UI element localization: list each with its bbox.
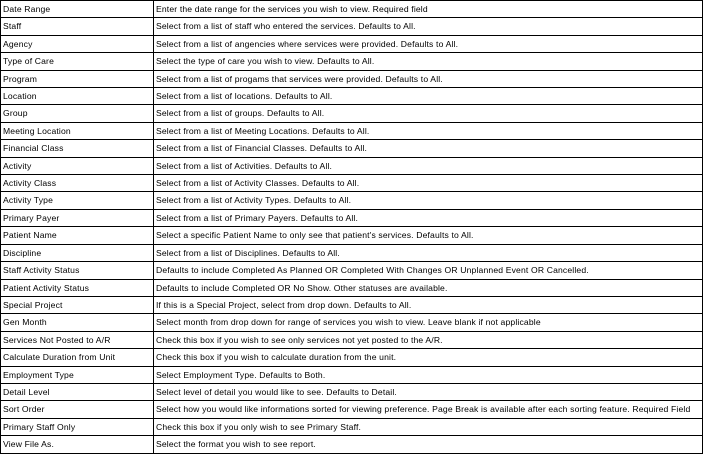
field-description-cell: Select from a list of locations. Defaults to All. [154,88,703,105]
field-name-cell: Date Range [1,1,154,18]
field-description-cell: Select the format you wish to see report. [154,436,703,453]
table-row [1,279,703,296]
field-name-cell: Activity Class [1,175,154,192]
table-row [1,70,703,87]
field-description-cell: Check this box if you wish to see only services not yet posted to the A/R. [154,331,703,348]
field-name-cell: Discipline [1,244,154,261]
field-name-cell: Gen Month [1,314,154,331]
field-description-cell: Select the type of care you wish to view. Defaults to All. [154,53,703,70]
field-name-cell: Meeting Location [1,122,154,139]
table-row [1,401,703,418]
field-description-cell: Select from a list of Meeting Locations. Defaults to All. [154,122,703,139]
table-row [1,314,703,331]
field-name-cell: Employment Type [1,366,154,383]
field-name-cell: Agency [1,35,154,52]
field-name-cell: Patient Name [1,227,154,244]
table-row [1,18,703,35]
table-row [1,122,703,139]
field-name-cell: Staff Activity Status [1,262,154,279]
field-description-cell: Select from a list of Activities. Defaults to All. [154,157,703,174]
field-description-cell: Select from a list of staff who entered the services. Defaults to All. [154,18,703,35]
field-name-cell: Staff [1,18,154,35]
table-row [1,296,703,313]
field-name-cell: Sort Order [1,401,154,418]
field-name-cell: Activity [1,157,154,174]
field-name-cell: Primary Staff Only [1,418,154,435]
table-row [1,366,703,383]
field-description-cell: Select from a list of Activity Types. Defaults to All. [154,192,703,209]
field-description-cell: Check this box if you only wish to see Primary Staff. [154,418,703,435]
field-description-cell: Select from a list of Disciplines. Defaults to All. [154,244,703,261]
table-row [1,53,703,70]
field-description-cell: Select month from drop down for range of services you wish to view. Leave blank if not applicable [154,314,703,331]
table-row [1,35,703,52]
table-row [1,436,703,453]
field-description-cell: Select from a list of Financial Classes. Defaults to All. [154,140,703,157]
table-row [1,383,703,400]
field-name-cell: Detail Level [1,383,154,400]
table-row [1,418,703,435]
table-row [1,209,703,226]
table-row [1,88,703,105]
field-name-cell: Program [1,70,154,87]
table-row [1,192,703,209]
field-name-cell: Services Not Posted to A/R [1,331,154,348]
field-name-cell: Patient Activity Status [1,279,154,296]
field-name-cell: Financial Class [1,140,154,157]
field-name-cell: Special Project [1,296,154,313]
field-description-cell: Select Employment Type. Defaults to Both. [154,366,703,383]
table-row [1,227,703,244]
field-name-cell: Location [1,88,154,105]
field-description-cell: Select a specific Patient Name to only see that patient's services. Defaults to All. [154,227,703,244]
field-description-cell: Select from a list of Primary Payers. Defaults to All. [154,209,703,226]
field-description-cell: Select from a list of Activity Classes. Defaults to All. [154,175,703,192]
table-row [1,105,703,122]
field-description-cell: Select from a list of angencies where services were provided. Defaults to All. [154,35,703,52]
field-description-cell: Select from a list of progams that services were provided. Defaults to All. [154,70,703,87]
table-row [1,349,703,366]
table-row [1,140,703,157]
field-description-cell: Enter the date range for the services you wish to view. Required field [154,1,703,18]
field-name-cell: Primary Payer [1,209,154,226]
table-row [1,157,703,174]
table-row [1,331,703,348]
field-description-cell: Select level of detail you would like to see. Defaults to Detail. [154,383,703,400]
field-name-cell: Type of Care [1,53,154,70]
field-description-cell: If this is a Special Project, select from drop down. Defaults to All. [154,296,703,313]
field-description-cell: Select from a list of groups. Defaults to All. [154,105,703,122]
field-description-cell: Defaults to include Completed OR No Show. Other statuses are available. [154,279,703,296]
field-name-cell: Calculate Duration from Unit [1,349,154,366]
table-row [1,244,703,261]
table-row [1,175,703,192]
table-row [1,262,703,279]
field-name-cell: Group [1,105,154,122]
parameter-table-body [1,1,703,454]
field-name-cell: Activity Type [1,192,154,209]
field-description-cell: Select how you would like informations sorted for viewing preference. Page Break is available after each sorting feature. Required Field [154,401,703,418]
field-description-cell: Check this box if you wish to calculate duration from the unit. [154,349,703,366]
field-description-cell: Defaults to include Completed As Planned OR Completed With Changes OR Unplanned Event OR Cancelled. [154,262,703,279]
field-name-cell: View File As. [1,436,154,453]
table-row [1,1,703,18]
